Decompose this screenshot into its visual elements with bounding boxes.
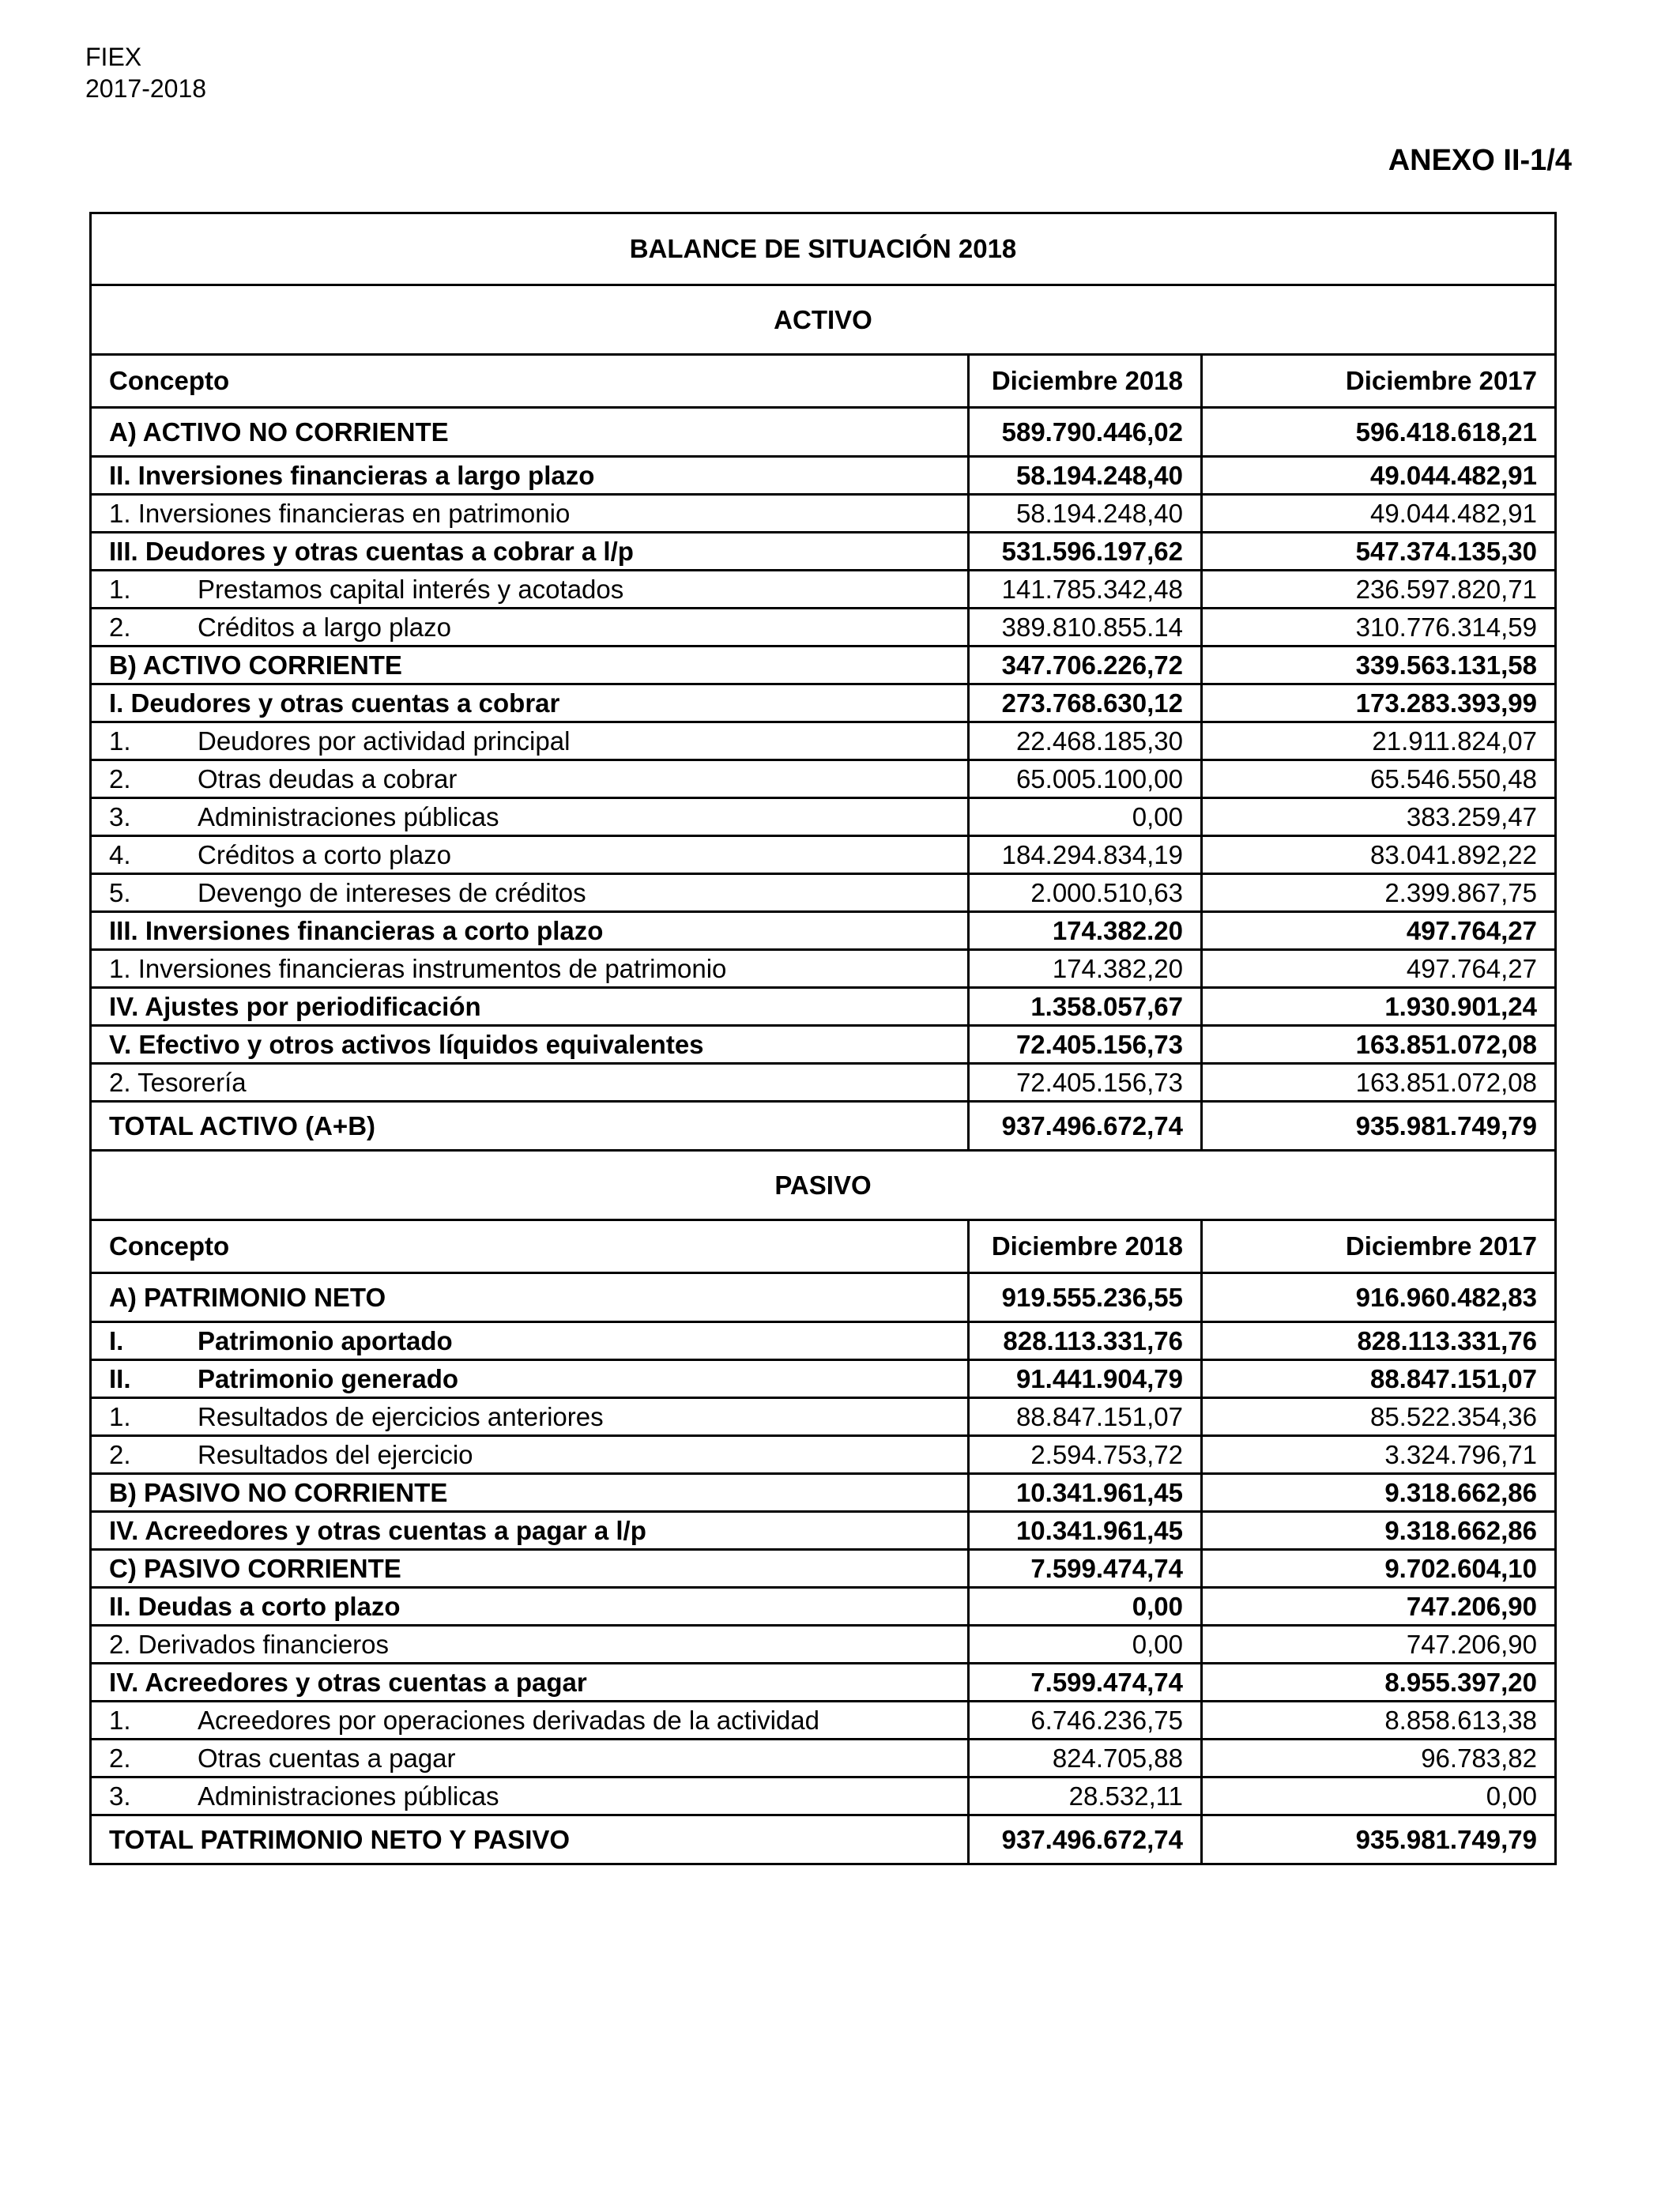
activo-column-headers: [91, 355, 1556, 408]
col-2017: Diciembre 2017: [1202, 1220, 1556, 1273]
row-index: 3.: [109, 1781, 131, 1811]
pasivo-row: [91, 1664, 1556, 1702]
concept-cell: [91, 1740, 969, 1777]
annex-label: ANEXO II-1/4: [1388, 144, 1572, 177]
value-2018: 65.005.100,00: [969, 760, 1202, 798]
value-2018: 531.596.197,62: [969, 533, 1202, 571]
row-label: III. Deudores y otras cuentas a cobrar a l/p: [109, 536, 634, 566]
concept-cell: [91, 495, 969, 533]
concept-cell: [91, 1512, 969, 1550]
row-label: Administraciones públicas: [198, 801, 499, 831]
col-concept: Concepto: [91, 1220, 969, 1273]
concept-cell: [91, 1064, 969, 1102]
pasivo-row: [91, 1702, 1556, 1740]
pasivo-row: [91, 1322, 1556, 1360]
value-2018: 0,00: [969, 1588, 1202, 1626]
row-label: A) PATRIMONIO NETO: [109, 1282, 386, 1312]
value-2018: 10.341.961,45: [969, 1474, 1202, 1512]
value-2017: 935.981.749,79: [1202, 1102, 1556, 1151]
activo-row: [91, 760, 1556, 798]
pasivo-row: [91, 1626, 1556, 1664]
row-index: 2.: [109, 1743, 131, 1773]
value-2018: 58.194.248,40: [969, 495, 1202, 533]
value-2017: 747.206,90: [1202, 1588, 1556, 1626]
value-2017: 236.597.820,71: [1202, 571, 1556, 609]
activo-row: [91, 836, 1556, 874]
row-label: II. Inversiones financieras a largo plazo: [109, 460, 595, 490]
activo-row: [91, 647, 1556, 684]
value-2017: 163.851.072,08: [1202, 1064, 1556, 1102]
value-2017: 916.960.482,83: [1202, 1273, 1556, 1322]
row-label: Otras deudas a cobrar: [198, 763, 458, 794]
row-label: C) PASIVO CORRIENTE: [109, 1553, 401, 1583]
activo-row: [91, 533, 1556, 571]
row-label: Patrimonio aportado: [198, 1325, 453, 1355]
row-label: Acreedores por operaciones derivadas de la actividad: [198, 1705, 819, 1735]
value-2018: 589.790.446,02: [969, 408, 1202, 457]
value-2017: 9.318.662,86: [1202, 1512, 1556, 1550]
row-label: IV. Acreedores y otras cuentas a pagar a l/p: [109, 1515, 646, 1545]
concept-cell: [91, 1322, 969, 1360]
col-2017: Diciembre 2017: [1202, 355, 1556, 408]
row-label: TOTAL ACTIVO (A+B): [109, 1110, 376, 1140]
value-2018: 10.341.961,45: [969, 1512, 1202, 1550]
pasivo-row: [91, 1740, 1556, 1777]
row-index: 1.: [109, 1705, 131, 1735]
value-2018: 937.496.672,74: [969, 1815, 1202, 1864]
concept-cell: [91, 408, 969, 457]
pasivo-row: [91, 1588, 1556, 1626]
header-org: FIEX: [85, 43, 142, 71]
value-2017: 3.324.796,71: [1202, 1436, 1556, 1474]
pasivo-row: [91, 1273, 1556, 1322]
value-2017: 8.955.397,20: [1202, 1664, 1556, 1702]
value-2018: 22.468.185,30: [969, 722, 1202, 760]
value-2018: 174.382.20: [969, 912, 1202, 950]
activo-row: [91, 988, 1556, 1026]
pasivo-row: [91, 1777, 1556, 1815]
value-2017: 596.418.618,21: [1202, 408, 1556, 457]
row-label: B) PASIVO NO CORRIENTE: [109, 1477, 448, 1507]
value-2018: 7.599.474,74: [969, 1550, 1202, 1588]
value-2017: 88.847.151,07: [1202, 1360, 1556, 1398]
row-label: TOTAL PATRIMONIO NETO Y PASIVO: [109, 1824, 571, 1854]
concept-cell: [91, 988, 969, 1026]
row-label: Prestamos capital interés y acotados: [198, 574, 624, 604]
value-2018: 88.847.151,07: [969, 1398, 1202, 1436]
concept-cell: [91, 950, 969, 988]
row-label: 1. Inversiones financieras en patrimonio: [109, 498, 571, 528]
value-2018: 0,00: [969, 798, 1202, 836]
value-2018: 2.594.753,72: [969, 1436, 1202, 1474]
pasivo-row: [91, 1550, 1556, 1588]
row-label: IV. Acreedores y otras cuentas a pagar: [109, 1667, 587, 1697]
pasivo-row: [91, 1436, 1556, 1474]
concept-cell: [91, 1436, 969, 1474]
row-index: 2.: [109, 612, 131, 642]
concept-cell: [91, 1474, 969, 1512]
concept-cell: [91, 533, 969, 571]
concept-cell: [91, 684, 969, 722]
value-2018: 184.294.834,19: [969, 836, 1202, 874]
concept-cell: [91, 609, 969, 647]
pasivo-row: [91, 1512, 1556, 1550]
section-activo-heading: ACTIVO: [91, 285, 1556, 355]
row-label: Administraciones públicas: [198, 1781, 499, 1811]
col-2018: Diciembre 2018: [969, 355, 1202, 408]
concept-cell: [91, 1702, 969, 1740]
row-index: 1.: [109, 574, 131, 604]
section-pasivo-heading: PASIVO: [91, 1151, 1556, 1220]
value-2018: 141.785.342,48: [969, 571, 1202, 609]
row-index: 1.: [109, 1401, 131, 1431]
value-2017: 96.783,82: [1202, 1740, 1556, 1777]
activo-row: [91, 571, 1556, 609]
value-2018: 6.746.236,75: [969, 1702, 1202, 1740]
activo-row: [91, 1064, 1556, 1102]
concept-cell: [91, 1398, 969, 1436]
row-label: Devengo de intereses de créditos: [198, 877, 586, 907]
row-label: Otras cuentas a pagar: [198, 1743, 456, 1773]
value-2017: 310.776.314,59: [1202, 609, 1556, 647]
concept-cell: [91, 722, 969, 760]
concept-cell: [91, 1626, 969, 1664]
value-2017: 1.930.901,24: [1202, 988, 1556, 1026]
activo-row: [91, 798, 1556, 836]
table-title: BALANCE DE SITUACIÓN 2018: [91, 213, 1556, 285]
activo-row: [91, 1026, 1556, 1064]
activo-row: [91, 408, 1556, 457]
value-2018: 0,00: [969, 1626, 1202, 1664]
row-label: A) ACTIVO NO CORRIENTE: [109, 417, 449, 447]
pasivo-row: [91, 1398, 1556, 1436]
value-2017: 747.206,90: [1202, 1626, 1556, 1664]
concept-cell: [91, 571, 969, 609]
value-2018: 937.496.672,74: [969, 1102, 1202, 1151]
row-label: 2. Derivados financieros: [109, 1629, 390, 1659]
activo-row: [91, 495, 1556, 533]
concept-cell: [91, 1102, 969, 1151]
row-index: 4.: [109, 839, 131, 869]
activo-row: [91, 950, 1556, 988]
concept-cell: [91, 798, 969, 836]
value-2018: 389.810.855.14: [969, 609, 1202, 647]
value-2017: 9.318.662,86: [1202, 1474, 1556, 1512]
value-2017: 85.522.354,36: [1202, 1398, 1556, 1436]
row-label: Resultados de ejercicios anteriores: [198, 1401, 604, 1431]
value-2017: 497.764,27: [1202, 950, 1556, 988]
value-2017: 173.283.393,99: [1202, 684, 1556, 722]
row-label: III. Inversiones financieras a corto plazo: [109, 915, 604, 945]
concept-cell: [91, 836, 969, 874]
value-2017: 9.702.604,10: [1202, 1550, 1556, 1588]
row-label: 2. Tesorería: [109, 1067, 247, 1097]
activo-row: [91, 684, 1556, 722]
concept-cell: [91, 760, 969, 798]
value-2017: 65.546.550,48: [1202, 760, 1556, 798]
col-2018: Diciembre 2018: [969, 1220, 1202, 1273]
value-2017: 935.981.749,79: [1202, 1815, 1556, 1864]
value-2017: 21.911.824,07: [1202, 722, 1556, 760]
row-index: 2.: [109, 763, 131, 794]
value-2017: 83.041.892,22: [1202, 836, 1556, 874]
value-2018: 28.532,11: [969, 1777, 1202, 1815]
value-2018: 273.768.630,12: [969, 684, 1202, 722]
activo-row: [91, 874, 1556, 912]
row-label: Resultados del ejercicio: [198, 1439, 473, 1469]
row-index: 2.: [109, 1439, 131, 1469]
value-2017: 49.044.482,91: [1202, 495, 1556, 533]
value-2018: 7.599.474,74: [969, 1664, 1202, 1702]
activo-row: [91, 722, 1556, 760]
row-label: Deudores por actividad principal: [198, 726, 571, 756]
pasivo-column-headers: [91, 1220, 1556, 1273]
concept-cell: [91, 1588, 969, 1626]
balance-table: [89, 212, 1557, 1865]
row-label: Créditos a corto plazo: [198, 839, 451, 869]
value-2018: 1.358.057,67: [969, 988, 1202, 1026]
value-2017: 547.374.135,30: [1202, 533, 1556, 571]
row-label: Patrimonio generado: [198, 1363, 459, 1393]
value-2018: 58.194.248,40: [969, 457, 1202, 495]
concept-cell: [91, 1026, 969, 1064]
pasivo-row: [91, 1815, 1556, 1864]
concept-cell: [91, 457, 969, 495]
row-label: I. Deudores y otras cuentas a cobrar: [109, 688, 560, 718]
header-years: 2017-2018: [85, 74, 207, 103]
value-2017: 383.259,47: [1202, 798, 1556, 836]
concept-cell: [91, 1273, 969, 1322]
value-2017: 497.764,27: [1202, 912, 1556, 950]
activo-row: [91, 457, 1556, 495]
row-index: I.: [109, 1325, 124, 1355]
value-2018: 919.555.236,55: [969, 1273, 1202, 1322]
pasivo-row: [91, 1360, 1556, 1398]
concept-cell: [91, 647, 969, 684]
value-2018: 2.000.510,63: [969, 874, 1202, 912]
row-index: 5.: [109, 877, 131, 907]
value-2018: 72.405.156,73: [969, 1026, 1202, 1064]
concept-cell: [91, 1550, 969, 1588]
value-2017: 828.113.331,76: [1202, 1322, 1556, 1360]
value-2018: 828.113.331,76: [969, 1322, 1202, 1360]
activo-row: [91, 609, 1556, 647]
value-2017: 0,00: [1202, 1777, 1556, 1815]
concept-cell: [91, 1777, 969, 1815]
row-label: Créditos a largo plazo: [198, 612, 452, 642]
row-label: B) ACTIVO CORRIENTE: [109, 650, 402, 680]
pasivo-row: [91, 1474, 1556, 1512]
activo-row: [91, 912, 1556, 950]
concept-cell: [91, 912, 969, 950]
value-2018: 824.705,88: [969, 1740, 1202, 1777]
row-index: 1.: [109, 726, 131, 756]
concept-cell: [91, 1815, 969, 1864]
concept-cell: [91, 1360, 969, 1398]
col-concept: Concepto: [91, 355, 969, 408]
row-label: II. Deudas a corto plazo: [109, 1591, 401, 1621]
value-2017: 8.858.613,38: [1202, 1702, 1556, 1740]
concept-cell: [91, 1664, 969, 1702]
value-2018: 174.382,20: [969, 950, 1202, 988]
activo-row: [91, 1102, 1556, 1151]
concept-cell: [91, 874, 969, 912]
row-label: V. Efectivo y otros activos líquidos equivalentes: [109, 1029, 704, 1059]
value-2018: 347.706.226,72: [969, 647, 1202, 684]
value-2017: 163.851.072,08: [1202, 1026, 1556, 1064]
value-2018: 72.405.156,73: [969, 1064, 1202, 1102]
value-2017: 2.399.867,75: [1202, 874, 1556, 912]
value-2017: 339.563.131,58: [1202, 647, 1556, 684]
row-label: IV. Ajustes por periodificación: [109, 991, 481, 1021]
row-index: 3.: [109, 801, 131, 831]
row-index: II.: [109, 1363, 131, 1393]
value-2018: 91.441.904,79: [969, 1360, 1202, 1398]
value-2017: 49.044.482,91: [1202, 457, 1556, 495]
row-label: 1. Inversiones financieras instrumentos de patrimonio: [109, 953, 727, 983]
